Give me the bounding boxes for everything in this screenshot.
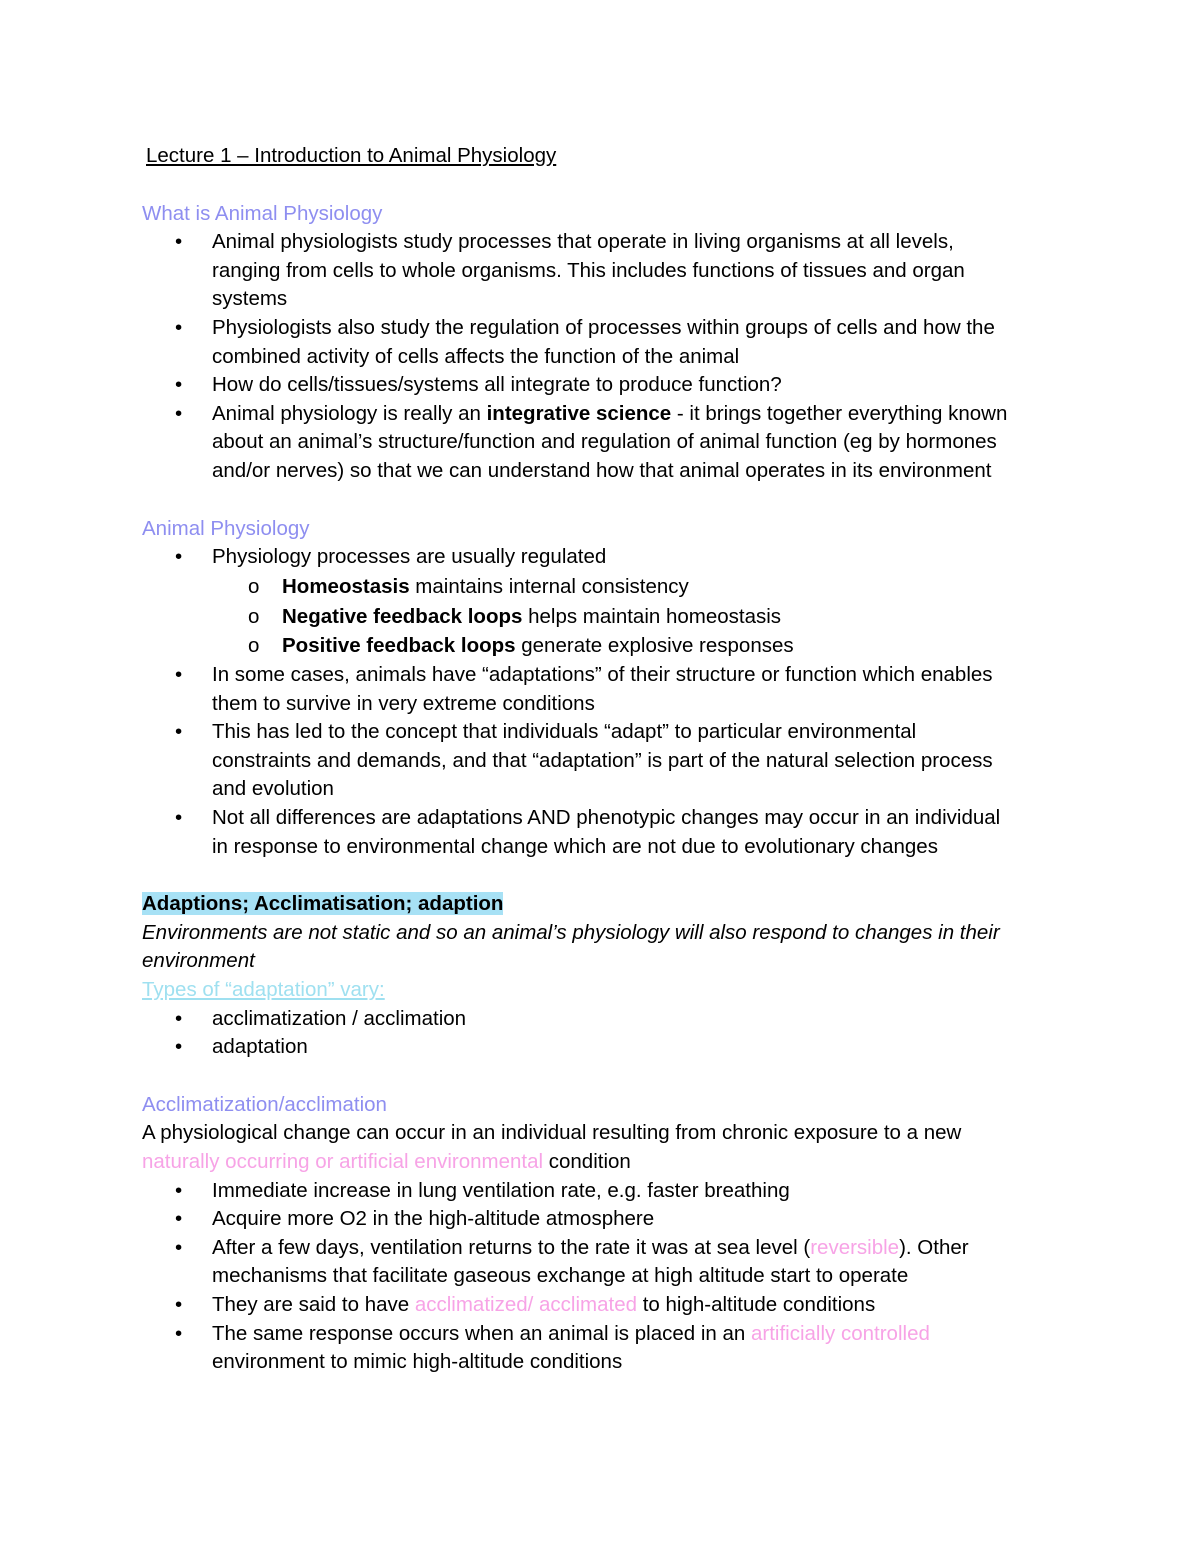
section1-list	[142, 228, 1062, 485]
types-list	[142, 1005, 1062, 1062]
list-item: • Physiology processes are usually regulated	[142, 543, 1062, 572]
list-item: • After a few days, ventilation returns to the rate it was at sea level (reversible). Other mechanisms that facilitate gaseous exchange at high altitude start to operate	[142, 1234, 1062, 1291]
sub-list-item: o Negative feedback loops helps maintain homeostasis	[142, 602, 1062, 632]
list-item: • In some cases, animals have “adaptations” of their structure or function which enables them to survive in very extreme conditions	[142, 661, 1062, 718]
list-item: • How do cells/tissues/systems all integrate to produce function?	[142, 371, 1062, 400]
list-item: • Not all differences are adaptations AND phenotypic changes may occur in an individual in response to environmental change which are not due to evolutionary changes	[142, 804, 1062, 861]
pink-highlight: acclimatized/ acclimated	[414, 1292, 638, 1316]
paragraph-line: A physiological change can occur in an individual resulting from chronic exposure to a new	[142, 1121, 962, 1145]
intro-line: environment	[142, 949, 255, 973]
list-item: • acclimatization / acclimation	[142, 1005, 1062, 1034]
intro-line: Environments are not static and so an animal’s physiology will also respond to changes in their	[142, 920, 1000, 944]
pink-highlight: reversible	[810, 1235, 900, 1259]
section-heading-acclimatization: Acclimatization/acclimation	[142, 1092, 387, 1116]
pink-highlight: naturally occurring or artificial environmental	[142, 1150, 544, 1174]
list-item: • Physiologists also study the regulation of processes within groups of cells and how the combined activity of cells affects the function of the animal	[142, 314, 1062, 371]
list-item: • They are said to have acclimatized/ acclimated to high-altitude conditions	[142, 1291, 1062, 1320]
section4-list	[142, 1177, 1062, 1377]
document-body: Lecture 1 – Introduction to Animal Physiology What is Animal Physiology • Animal physiologists study processes that operate in living organisms at all levels, ranging from cells to whole organisms. This includes functions of tissues and organ systems • Physiologists also study the regulation of processes within groups of cells and how the combined activity of cells affects the function of the animal • How do cells/tissues/systems all integrate to produce function? • Animal physiology is really an integrative science - it brings together everything known about an animal’s structure/function and regulation of animal function (eg by hormones and/or nerves) so that we can understand how that animal operates in its environment Animal Physiology • Physiology processes are usually regulated o Homeostasis maintains internal consistency o Negative feedback loops helps maintain homeostasis o Positive feedback loops generate explosive responses • In some cases, animals have “adaptations” of their structure or function which enables them to survive in very extreme conditions • This has led to the concept that individuals “adapt” to particular environmental constraints and demands, and that “adaptation” is part of the natural selection process and evolution • Not all differences are adaptations AND phenotypic changes may occur in an individual in response to environmental change which are not due to evolutionary changes Adaptions; Acclimatisation; adaption Environments are not static and so an animal’s physiology will also respond to changes in their environment Types of “adaptation” vary: • acclimatization / acclimation • adaptation Acclimatization/acclimation A physiological change can occur in an individual resulting from chronic exposure to a new naturally occurring or artificial environmental condition • Immediate increase in lung ventilation rate, e.g. faster breathing • Acquire more O2 in the high-altitude atmosphere • After a few days, ventilation returns to the rate it was at sea level (reversible). Other mechanisms that facilitate gaseous exchange at high altitude start to operate • They are said to have acclimatized/ acclimated to high-altitude conditions • The same response occurs when an animal is placed in an artificially controlled environment to mimic high-altitude conditions	[142, 142, 1062, 1377]
list-item: • Animal physiologists study processes that operate in living organisms at all levels, ranging from cells to whole organisms. This includes functions of tissues and organ systems	[142, 228, 1062, 314]
highlighted-heading: Adaptions; Acclimatisation; adaption	[142, 892, 504, 916]
list-item: • This has led to the concept that individuals “adapt” to particular environmental constraints and demands, and that “adaptation” is part of the natural selection process and evolution	[142, 718, 1062, 804]
page-title: Lecture 1 – Introduction to Animal Physiology	[146, 144, 557, 167]
list-item: • Immediate increase in lung ventilation rate, e.g. faster breathing	[142, 1177, 1062, 1206]
section-heading-what-is: What is Animal Physiology	[142, 201, 383, 225]
types-link[interactable]: Types of “adaptation” vary:	[142, 978, 385, 1002]
sub-list-item: o Homeostasis maintains internal consistency	[142, 572, 1062, 602]
list-item: • Acquire more O2 in the high-altitude atmosphere	[142, 1205, 1062, 1234]
pink-highlight: artificially controlled	[751, 1321, 930, 1345]
section-heading-animal-physiology: Animal Physiology	[142, 516, 310, 540]
list-item: • The same response occurs when an animal is placed in an artificially controlled environment to mimic high-altitude conditions	[142, 1320, 1062, 1377]
section2-list-continued	[142, 661, 1062, 861]
sub-list-item: o Positive feedback loops generate explosive responses	[142, 631, 1062, 661]
bold-term: integrative science	[486, 401, 672, 425]
section2-sublist	[142, 572, 1062, 661]
section2-list	[142, 543, 1062, 572]
list-item: • Animal physiology is really an integrative science - it brings together everything known about an animal’s structure/function and regulation of animal function (eg by hormones and/or nerves) so that we can understand how that animal operates in its environment	[142, 400, 1062, 486]
list-item: • adaptation	[142, 1033, 1062, 1062]
